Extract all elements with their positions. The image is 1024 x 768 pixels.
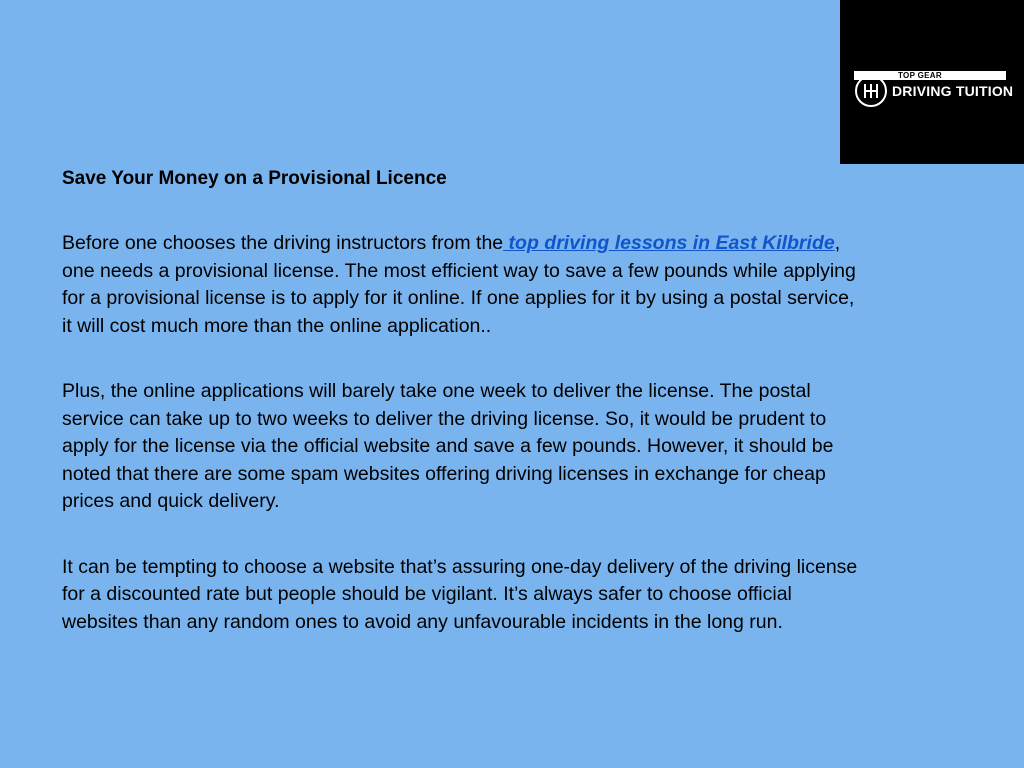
paragraph-2: Plus, the online applications will barely take one week to deliver the license. The postal service can take up to two weeks to deliver the driving license. So, it would be prudent to apply for the license via the official website and save a few pounds. However, it should be noted that there are some spam websites offering driving licenses in exchange for cheap prices and quick delivery. [62, 380, 834, 512]
logo [854, 71, 1014, 109]
article-heading: Save Your Money on a Provisional Licence [62, 168, 447, 189]
logo-top-text: TOP GEAR [898, 71, 942, 80]
paragraph-1-text-after: , one needs a provisional license. The most efficient way to save a few pounds while applying for a provisional license is to apply for it online. If one applies for it by using a postal service, it will cost much more than the online application.. [62, 232, 856, 337]
logo-main-text: DRIVING TUITION [892, 83, 1014, 99]
article [62, 166, 1002, 636]
east-kilbride-lessons-link[interactable]: top driving lessons in East Kilbride [503, 232, 835, 254]
logo-panel [840, 0, 1024, 164]
paragraph-3: It can be tempting to choose a website that’s assuring one-day delivery of the driving license for a discounted rate but people should be vigilant. It’s always safer to choose official websites than any random ones to avoid any unfavourable incidents in the long run. [62, 555, 858, 633]
gear-shift-icon [854, 74, 888, 108]
paragraph-1-text-before: Before one chooses the driving instructors from the [62, 232, 504, 254]
paragraph-1 [62, 230, 1002, 340]
